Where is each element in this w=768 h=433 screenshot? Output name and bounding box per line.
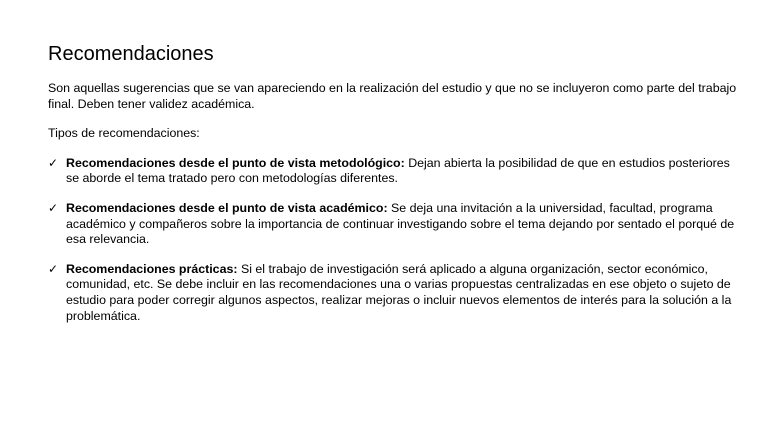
recommendation-text: Si el trabajo de investigación será aplicado a alguna organización, sector económico, comunidad, etc. Se debe incluir en las recomendaciones una o varias propuestas centralizadas en ese objeto o sujeto de estudio para poder corregir algunos aspectos, realizar mejoras o incluir nuevos elementos de interés para la solución a la problemática. [66, 261, 732, 323]
list-item [48, 156, 738, 187]
recommendation-title: Recomendaciones prácticas: [66, 261, 238, 276]
check-icon: ✓ [48, 155, 59, 170]
list-item [48, 262, 738, 324]
intro-paragraph: Son aquellas sugerencias que se van apareciendo en la realización del estudio y que no se incluyeron como parte del trabajo final. Deben tener validez académica. [48, 81, 737, 111]
list-item [48, 201, 738, 248]
types-label: Tipos de recomendaciones: [48, 126, 200, 141]
recommendations-list [48, 156, 738, 324]
recommendation-text: Se deja una invitación a la universidad, facultad, programa académico y compañeros sobre la importancia de continuar investigando sobre el tema dejando por sentado el porqué de esa relevancia. [66, 200, 735, 247]
recommendation-title: Recomendaciones desde el punto de vista metodológico: [66, 155, 405, 170]
slide-body [48, 81, 738, 338]
slide-title: Recomendaciones [48, 43, 214, 65]
recommendation-title: Recomendaciones desde el punto de vista académico: [66, 200, 388, 215]
check-icon: ✓ [48, 200, 59, 215]
check-icon: ✓ [48, 261, 59, 276]
recommendation-text: Dejan abierta la posibilidad de que en estudios posteriores se aborde el tema tratado pero con metodologías diferentes. [66, 155, 730, 186]
